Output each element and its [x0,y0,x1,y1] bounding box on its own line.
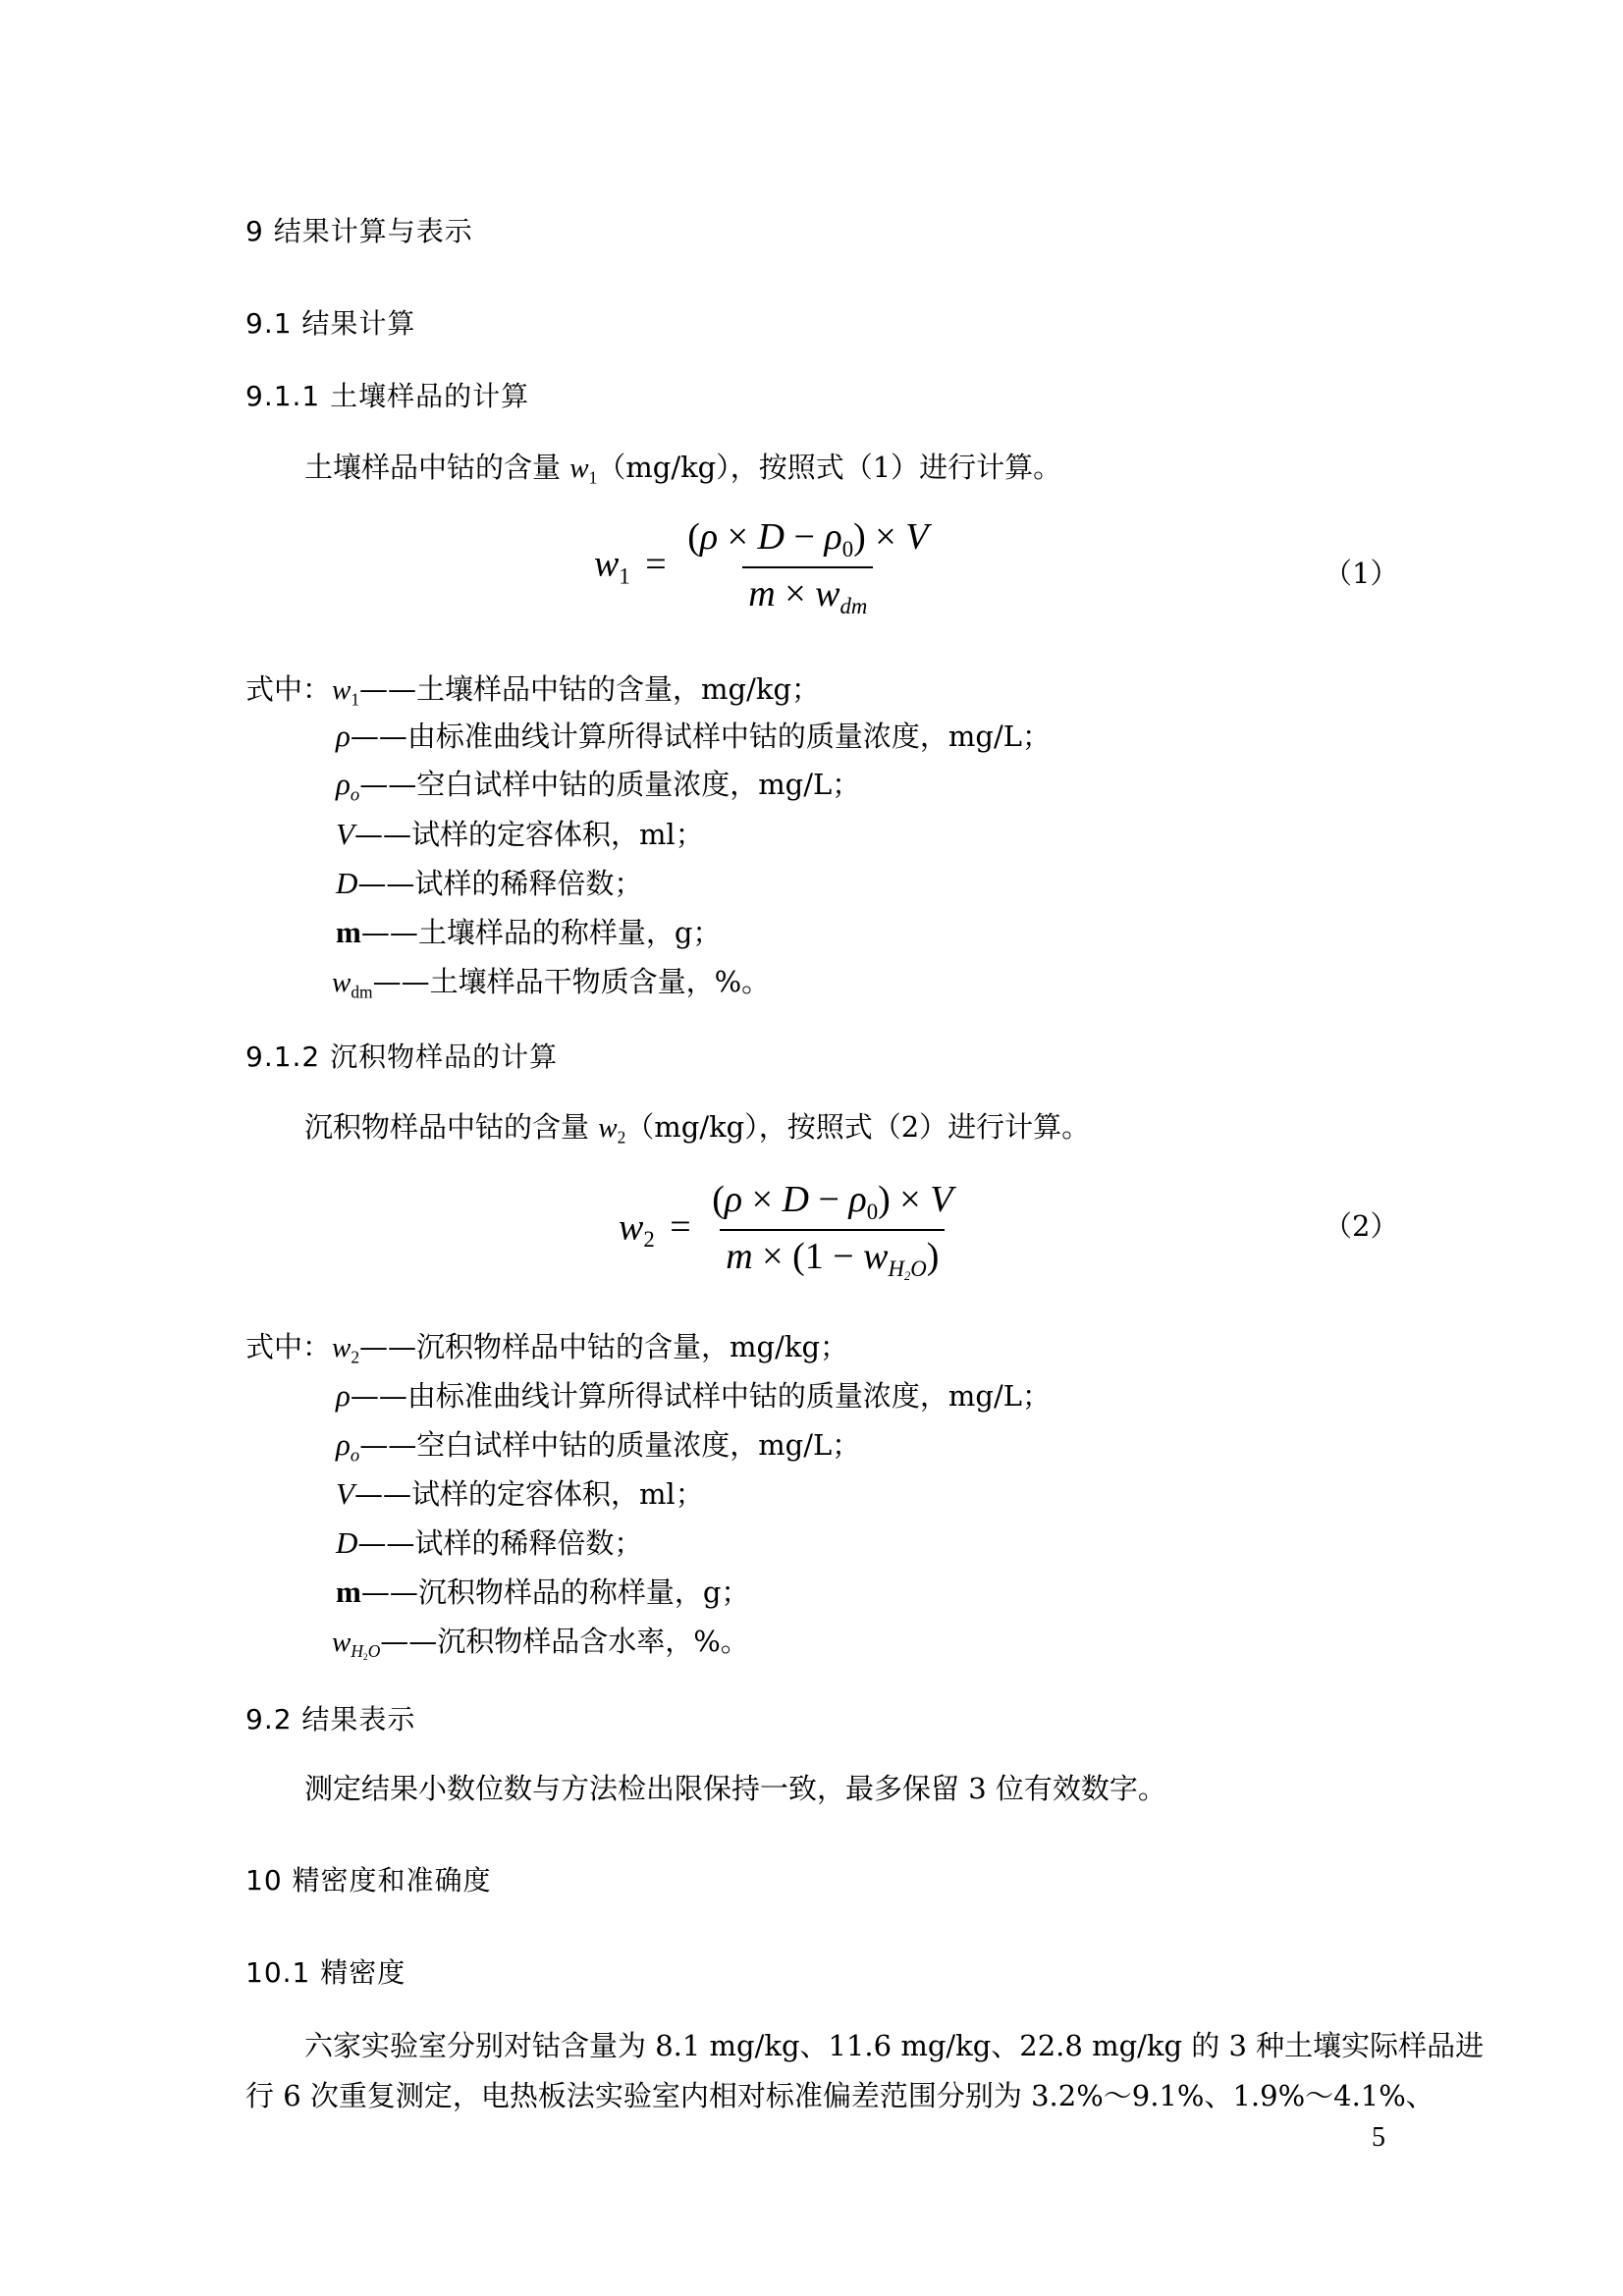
sediment-intro [304,1105,1090,1148]
soil-where-item-d: D——试样的稀释倍数； [336,866,643,900]
precision-paragraph-line-2: 行 6 次重复测定，电热板法实验室内相对标准偏差范围分别为 3.2%～9.1%、1.9%～4.1%、 [245,2079,1434,2112]
sediment-intro-text-a: 沉积物样品中钴的含量 [304,1110,599,1144]
formula-1: $w_1$ = $\frac{(\rho \times D - \rho_0) \times V}{m \times w_{dm}}$ [594,516,929,618]
soil-where-item-m: m——土壤样品的称样量，g； [336,915,722,949]
sediment-intro-var: w [598,1112,618,1144]
equation-number-1: （1） [1324,557,1399,590]
precision-paragraph-line-1: 六家实验室分别对钴含量为 8.1 mg/kg、11.6 mg/kg、22.8 mg/kg 的 3 种土壤实际样品进 [304,2029,1485,2062]
page-number: 5 [1372,2122,1385,2153]
section-9-2-heading: 9.2 结果表示 [245,1703,416,1735]
section-10-1-heading: 10.1 精密度 [245,1956,406,1989]
section-9-1-1-heading: 9.1.1 土壤样品的计算 [245,380,530,412]
sediment-where-item-d: D——试样的稀释倍数； [336,1525,643,1560]
sediment-where-item-m: m——沉积物样品的称样量，g； [336,1575,750,1609]
soil-where-item-rho: ρ——由标准曲线计算所得试样中钴的质量浓度，mg/L； [336,719,1051,753]
sediment-where-item-rho0: $\rho_o——$空白试样中钴的质量浓度，mg/L； [336,1427,861,1467]
soil-where-item-wdm: $w_{dm}——$土壤样品干物质含量，%。 [332,965,771,1002]
sediment-where-item-wh2o: $w_{H2O}——$沉积物样品含水率，%。 [332,1625,749,1664]
sediment-where-item-v: V——试样的定容体积，ml； [336,1476,704,1511]
soil-intro-text-b: （mg/kg），按照式（1）进行计算。 [597,451,1062,484]
soil-where-item-rho0: $\rho_o——$空白试样中钴的质量浓度，mg/L； [336,767,861,806]
soil-where-item-w1: $w_1——$土壤样品中钴的含量，mg/kg； [332,672,821,710]
sediment-where-item-w2: $w_2——$沉积物样品中钴的含量，mg/kg； [332,1330,849,1367]
sediment-where-label: 式中： [245,1330,332,1363]
result-expression-text: 测定结果小数位数与方法检出限保持一致，最多保留 3 位有效数字。 [304,1772,1166,1805]
soil-intro-text-a: 土壤样品中钴的含量 [304,451,570,484]
sediment-where-item-rho: ρ——由标准曲线计算所得试样中钴的质量浓度，mg/L； [336,1378,1051,1413]
soil-intro-var: w [569,453,589,484]
soil-where-label: 式中： [245,672,332,706]
section-9-heading: 9 结果计算与表示 [245,215,473,247]
soil-intro [304,446,1061,488]
formula-2: $w_2$ = $\frac{(\rho \times D - \rho_0) \times V}{m \times (1 - w_{H2O})}$ [619,1179,953,1283]
section-9-1-heading: 9.1 结果计算 [245,307,416,340]
sediment-intro-sub: 2 [617,1127,626,1148]
section-10-heading: 10 精密度和准确度 [245,1864,492,1896]
section-9-1-2-heading: 9.1.2 沉积物样品的计算 [245,1041,559,1073]
soil-intro-sub: 1 [588,467,598,488]
soil-where-item-v: V——试样的定容体积，ml； [336,817,704,851]
equation-number-2: （2） [1324,1209,1399,1243]
sediment-intro-text-b: （mg/kg），按照式（2）进行计算。 [625,1110,1091,1144]
